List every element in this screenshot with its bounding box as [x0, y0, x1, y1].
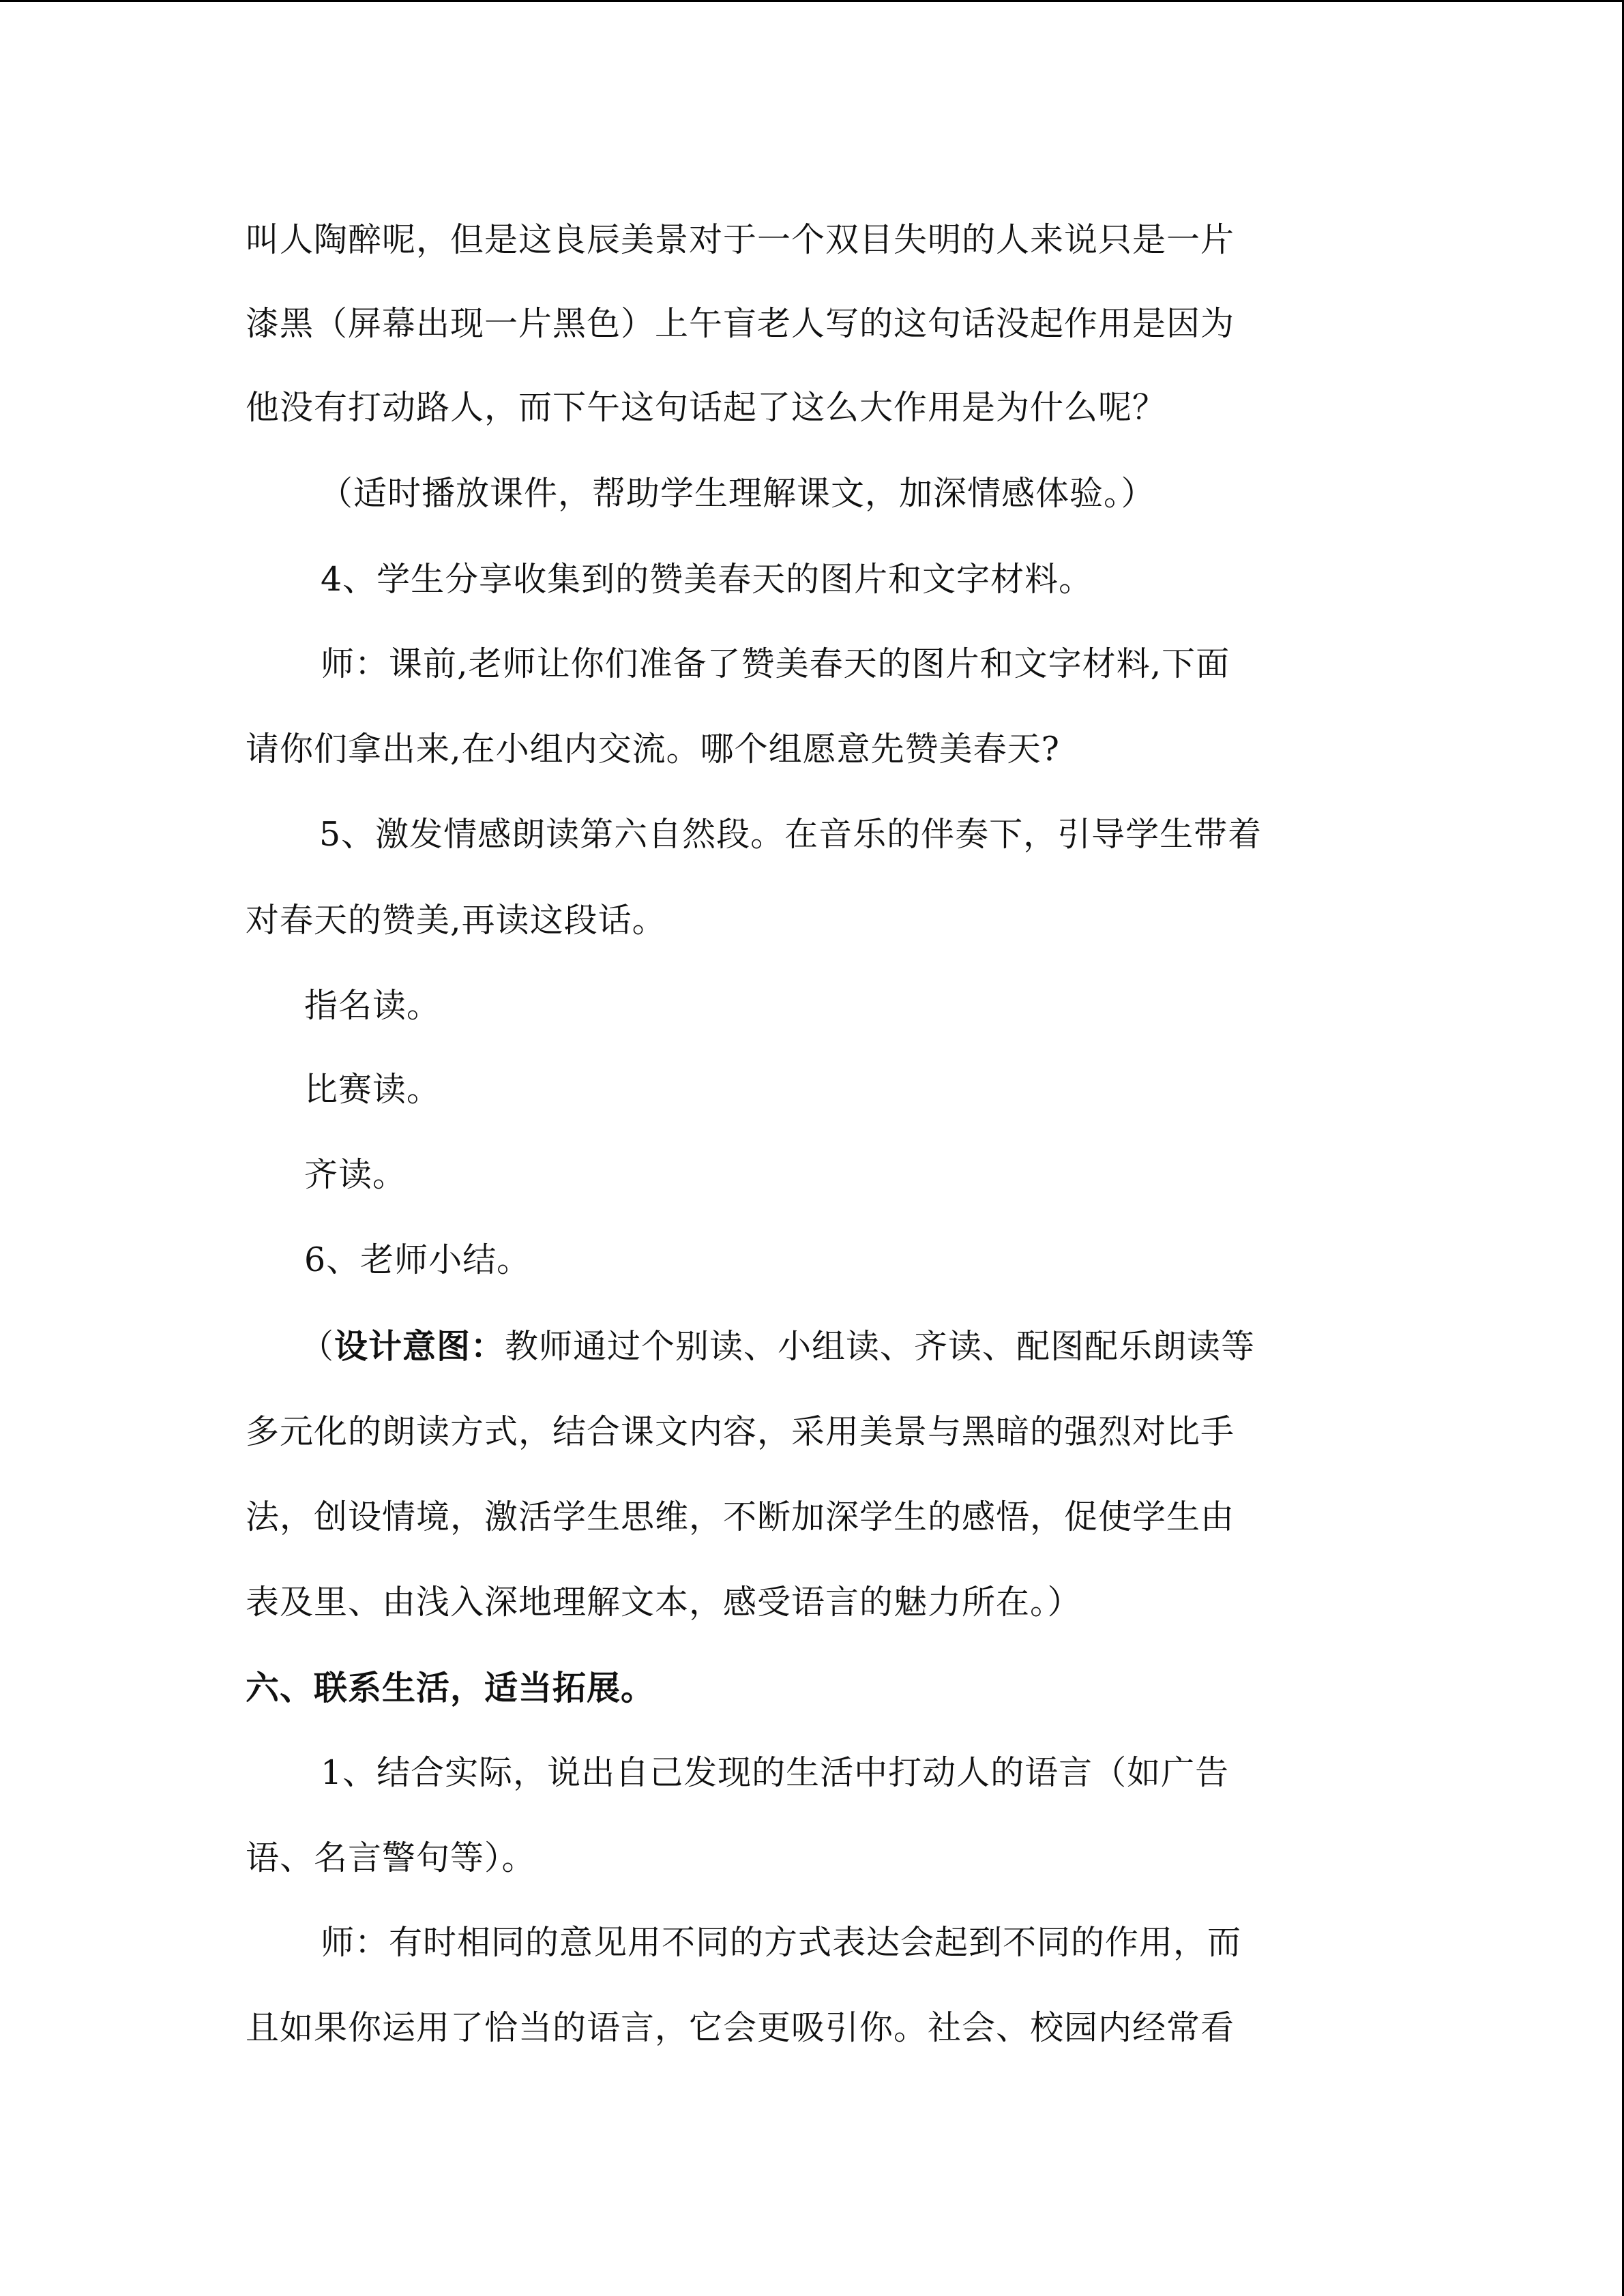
reading-mode-item: 比赛读。: [304, 1070, 441, 1109]
reading-mode-item: 齐读。: [304, 1155, 407, 1194]
paragraph-line: 漆黑（屏幕出现一片黑色）上午盲老人写的这句话没起作用是因为: [246, 304, 1235, 343]
paragraph-line: 表及里、由浅入深地理解文本，感受语言的魅力所在。）: [246, 1583, 1082, 1622]
design-intent-text: 教师通过个别读、小组读、齐读、配图配乐朗读等: [505, 1327, 1256, 1366]
paragraph-line: 请你们拿出来,在小组内交流。哪个组愿意先赞美春天?: [246, 730, 1060, 769]
design-intent-line: [300, 1326, 1255, 1367]
paragraph-line: 且如果你运用了恰当的语言，它会更吸引你。社会、校园内经常看: [246, 2008, 1235, 2047]
teacher-line: 师：课前,老师让你们准备了赞美春天的图片和文字材料,下面: [321, 644, 1230, 683]
step-4-heading: 4、学生分享收集到的赞美春天的图片和文字材料。: [321, 560, 1093, 599]
section-six-heading: 六、联系生活，适当拓展。: [246, 1668, 655, 1708]
paragraph-line: 法，创设情境，激活学生思维，不断加深学生的感悟，促使学生由: [246, 1497, 1235, 1536]
design-intent-label: 设计意图：: [334, 1326, 505, 1366]
paragraph-line: 对春天的赞美,再读这段话。: [246, 901, 666, 940]
design-intent-open-paren: （: [300, 1327, 335, 1366]
paragraph-line: 叫人陶醉呢，但是这良辰美景对于一个双目失明的人来说只是一片: [246, 220, 1235, 259]
teacher-line: 师：有时相同的意见用不同的方式表达会起到不同的作用，而: [321, 1923, 1242, 1962]
step-1-heading: 1、结合实际，说出自己发现的生活中打动人的语言（如广告: [321, 1753, 1230, 1792]
paragraph-line: 语、名言警句等）。: [246, 1838, 536, 1877]
step-5-heading: 5、激发情感朗读第六自然段。在音乐的伴奏下，引导学生带着: [319, 815, 1263, 854]
paragraph-line: 他没有打动路人，而下午这句话起了这么大作用是为什么呢？: [246, 388, 1167, 427]
reading-mode-item: 指名读。: [304, 986, 441, 1025]
courseware-note: （适时播放课件，帮助学生理解课文，加深情感体验。）: [319, 474, 1155, 513]
step-6-heading: 6、老师小结。: [304, 1240, 531, 1279]
paragraph-line: 多元化的朗读方式，结合课文内容，采用美景与黑暗的强烈对比手: [246, 1412, 1235, 1451]
